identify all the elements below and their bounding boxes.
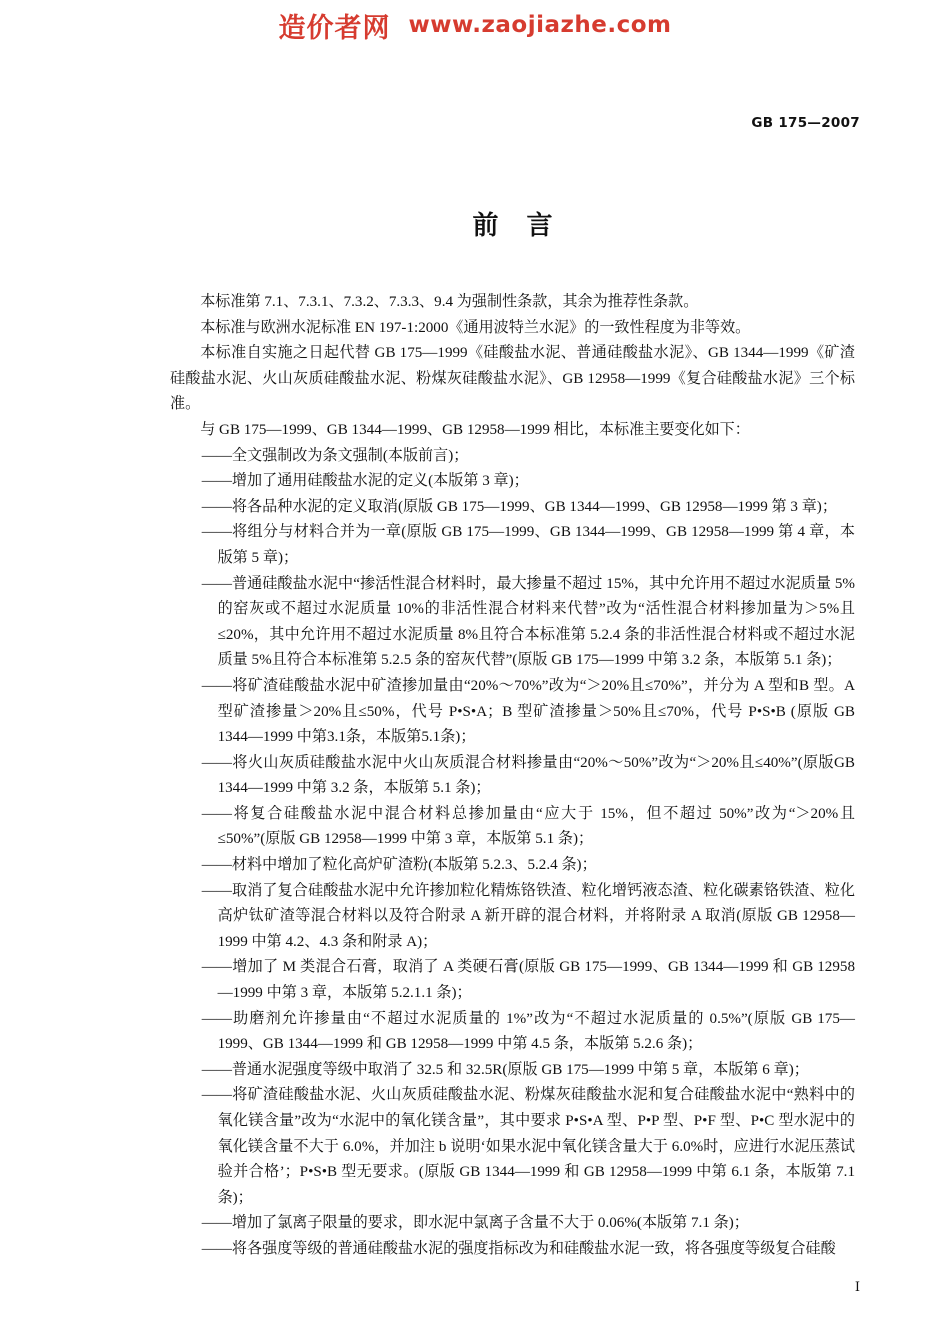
paragraph: 本标准与欧洲水泥标准 EN 197-1:2000《通用波特兰水泥》的一致性程度为非等效。 — [200, 319, 751, 336]
list-item: ——助磨剂允许掺量由“不超过水泥质量的 1%”改为“不超过水泥质量的 0.5%”(原版 GB 175—1999、GB 1344—1999 和 GB 12958—1999 中第 4.5 条，本版第 5.2.6 条)； — [201, 1010, 855, 1053]
list-item: ——增加了氯离子限量的要求，即水泥中氯离子含量不大于 0.06%(本版第 7.1 条)； — [201, 1215, 749, 1232]
watermark-url: www.zaojiazhe.com — [408, 12, 672, 38]
list-item: ——将火山灰质硅酸盐水泥中火山灰质混合材料掺量由“20%～50%”改为“＞20%且≤40%”(原版GB 1344—1999 中第 3.2 条，本版第 5.1 条)； — [201, 754, 855, 797]
list-item: ——全文强制改为条文强制(本版前言)； — [201, 447, 469, 464]
list-item: ——取消了复合硅酸盐水泥中允许掺加粒化精炼铬铁渣、粒化增钙液态渣、粒化碳素铬铁渣、粒化高炉钛矿渣等混合材料以及符合附录 A 新开辟的混合材料，并将附录 A 取消(原版 GB 12958—1999 中第 4.2、4.3 条和附录 A)； — [201, 882, 855, 950]
paragraph: 本标准自实施之日起代替 GB 175—1999《硅酸盐水泥、普通硅酸盐水泥》、GB 1344—1999《矿渣硅酸盐水泥、火山灰质硅酸盐水泥、粉煤灰硅酸盐水泥》、GB 12958—1999《复合硅酸盐水泥》三个标准。 — [170, 345, 855, 413]
list-item: ——将各强度等级的普通硅酸盐水泥的强度指标改为和硅酸盐水泥一致，将各强度等级复合硅酸 — [201, 1240, 836, 1257]
list-item: ——将组分与材料合并为一章(原版 GB 175—1999、GB 1344—1999、GB 12958—1999 第 4 章，本版第 5 章)； — [201, 524, 855, 566]
list-item: ——材料中增加了粒化高炉矿渣粉(本版第 5.2.3、5.2.4 条)； — [201, 857, 597, 874]
list-item: ——增加了通用硅酸盐水泥的定义(本版第 3 章)； — [201, 473, 529, 490]
standard-number: GB 175—2007 — [751, 115, 860, 131]
paragraph: 与 GB 175—1999、GB 1344—1999、GB 12958—1999 相比，本标准主要变化如下： — [200, 421, 750, 438]
list-item: ——将复合硅酸盐水泥中混合材料总掺加量由“应大于 15%，但不超过 50%”改为“＞20%且≤50%”(原版 GB 12958—1999 中第 3 章，本版第 5.1 条)； — [201, 805, 855, 848]
document-body — [170, 290, 855, 1263]
paragraph: 本标准第 7.1、7.3.1、7.3.2、7.3.3、9.4 为强制性条款，其余为推荐性条款。 — [200, 294, 699, 310]
page-title: 前言 — [472, 211, 581, 241]
list-item: ——增加了 M 类混合石膏，取消了 A 类硬石膏(原版 GB 175—1999、GB 1344—1999 和 GB 12958—1999 中第 3 章，本版第 5.2.1.1 条)； — [201, 959, 855, 1002]
list-item: ——将各品种水泥的定义取消(原版 GB 175—1999、GB 1344—1999、GB 12958—1999 第 3 章)； — [201, 498, 837, 515]
list-item: ——普通水泥强度等级中取消了 32.5 和 32.5R(原版 GB 175—1999 中第 5 章，本版第 6 章)； — [201, 1061, 809, 1078]
list-item: ——普通硅酸盐水泥中“掺活性混合材料时，最大掺量不超过 15%，其中允许用不超过水泥质量 5%的窑灰或不超过水泥质量 10%的非活性混合材料来代替”改为“活性混合材料掺加量为＞5%且≤20%，其中允许用不超过水泥质量 8%且符合本标准第 5.2.4 条的非活性混合材料或不超过水泥质量 5%且符合本标准第 5.2.5 条的窑灰代替”(原版 GB 175—1999 中第 3.2 条，本版第 5.1 条)； — [201, 575, 855, 669]
list-item: ——将矿渣硅酸盐水泥中矿渣掺加量由“20%～70%”改为“＞20%且≤70%”，并分为 A 型和B 型。A 型矿渣掺量＞20%且≤50%，代号 P•S•A；B 型矿渣掺量＞50%且≤70%，代号 P•S•B (原版 GB 1344—1999 中第3.1条，本版第5.1条)； — [201, 677, 855, 746]
list-item: ——将矿渣硅酸盐水泥、火山灰质硅酸盐水泥、粉煤灰硅酸盐水泥和复合硅酸盐水泥中“熟料中的氧化镁含量”改为“水泥中的氧化镁含量”，其中要求 P•S•A 型、P•P 型、P•F 型、P•C 型水泥中的氧化镁含量不大于 6.0%，并加注 b 说明‘如果水泥中氧化镁含量大于 6.0%时，应进行水泥压蒸试验并合格’；P•S•B 型无要求。(原版 GB 1344—1999 和 GB 12958—1999 中第 6.1 条，本版第 7.1 条)； — [201, 1087, 855, 1206]
page-number: I — [854, 1280, 860, 1295]
watermark-logo: 造价者网 — [278, 12, 391, 44]
